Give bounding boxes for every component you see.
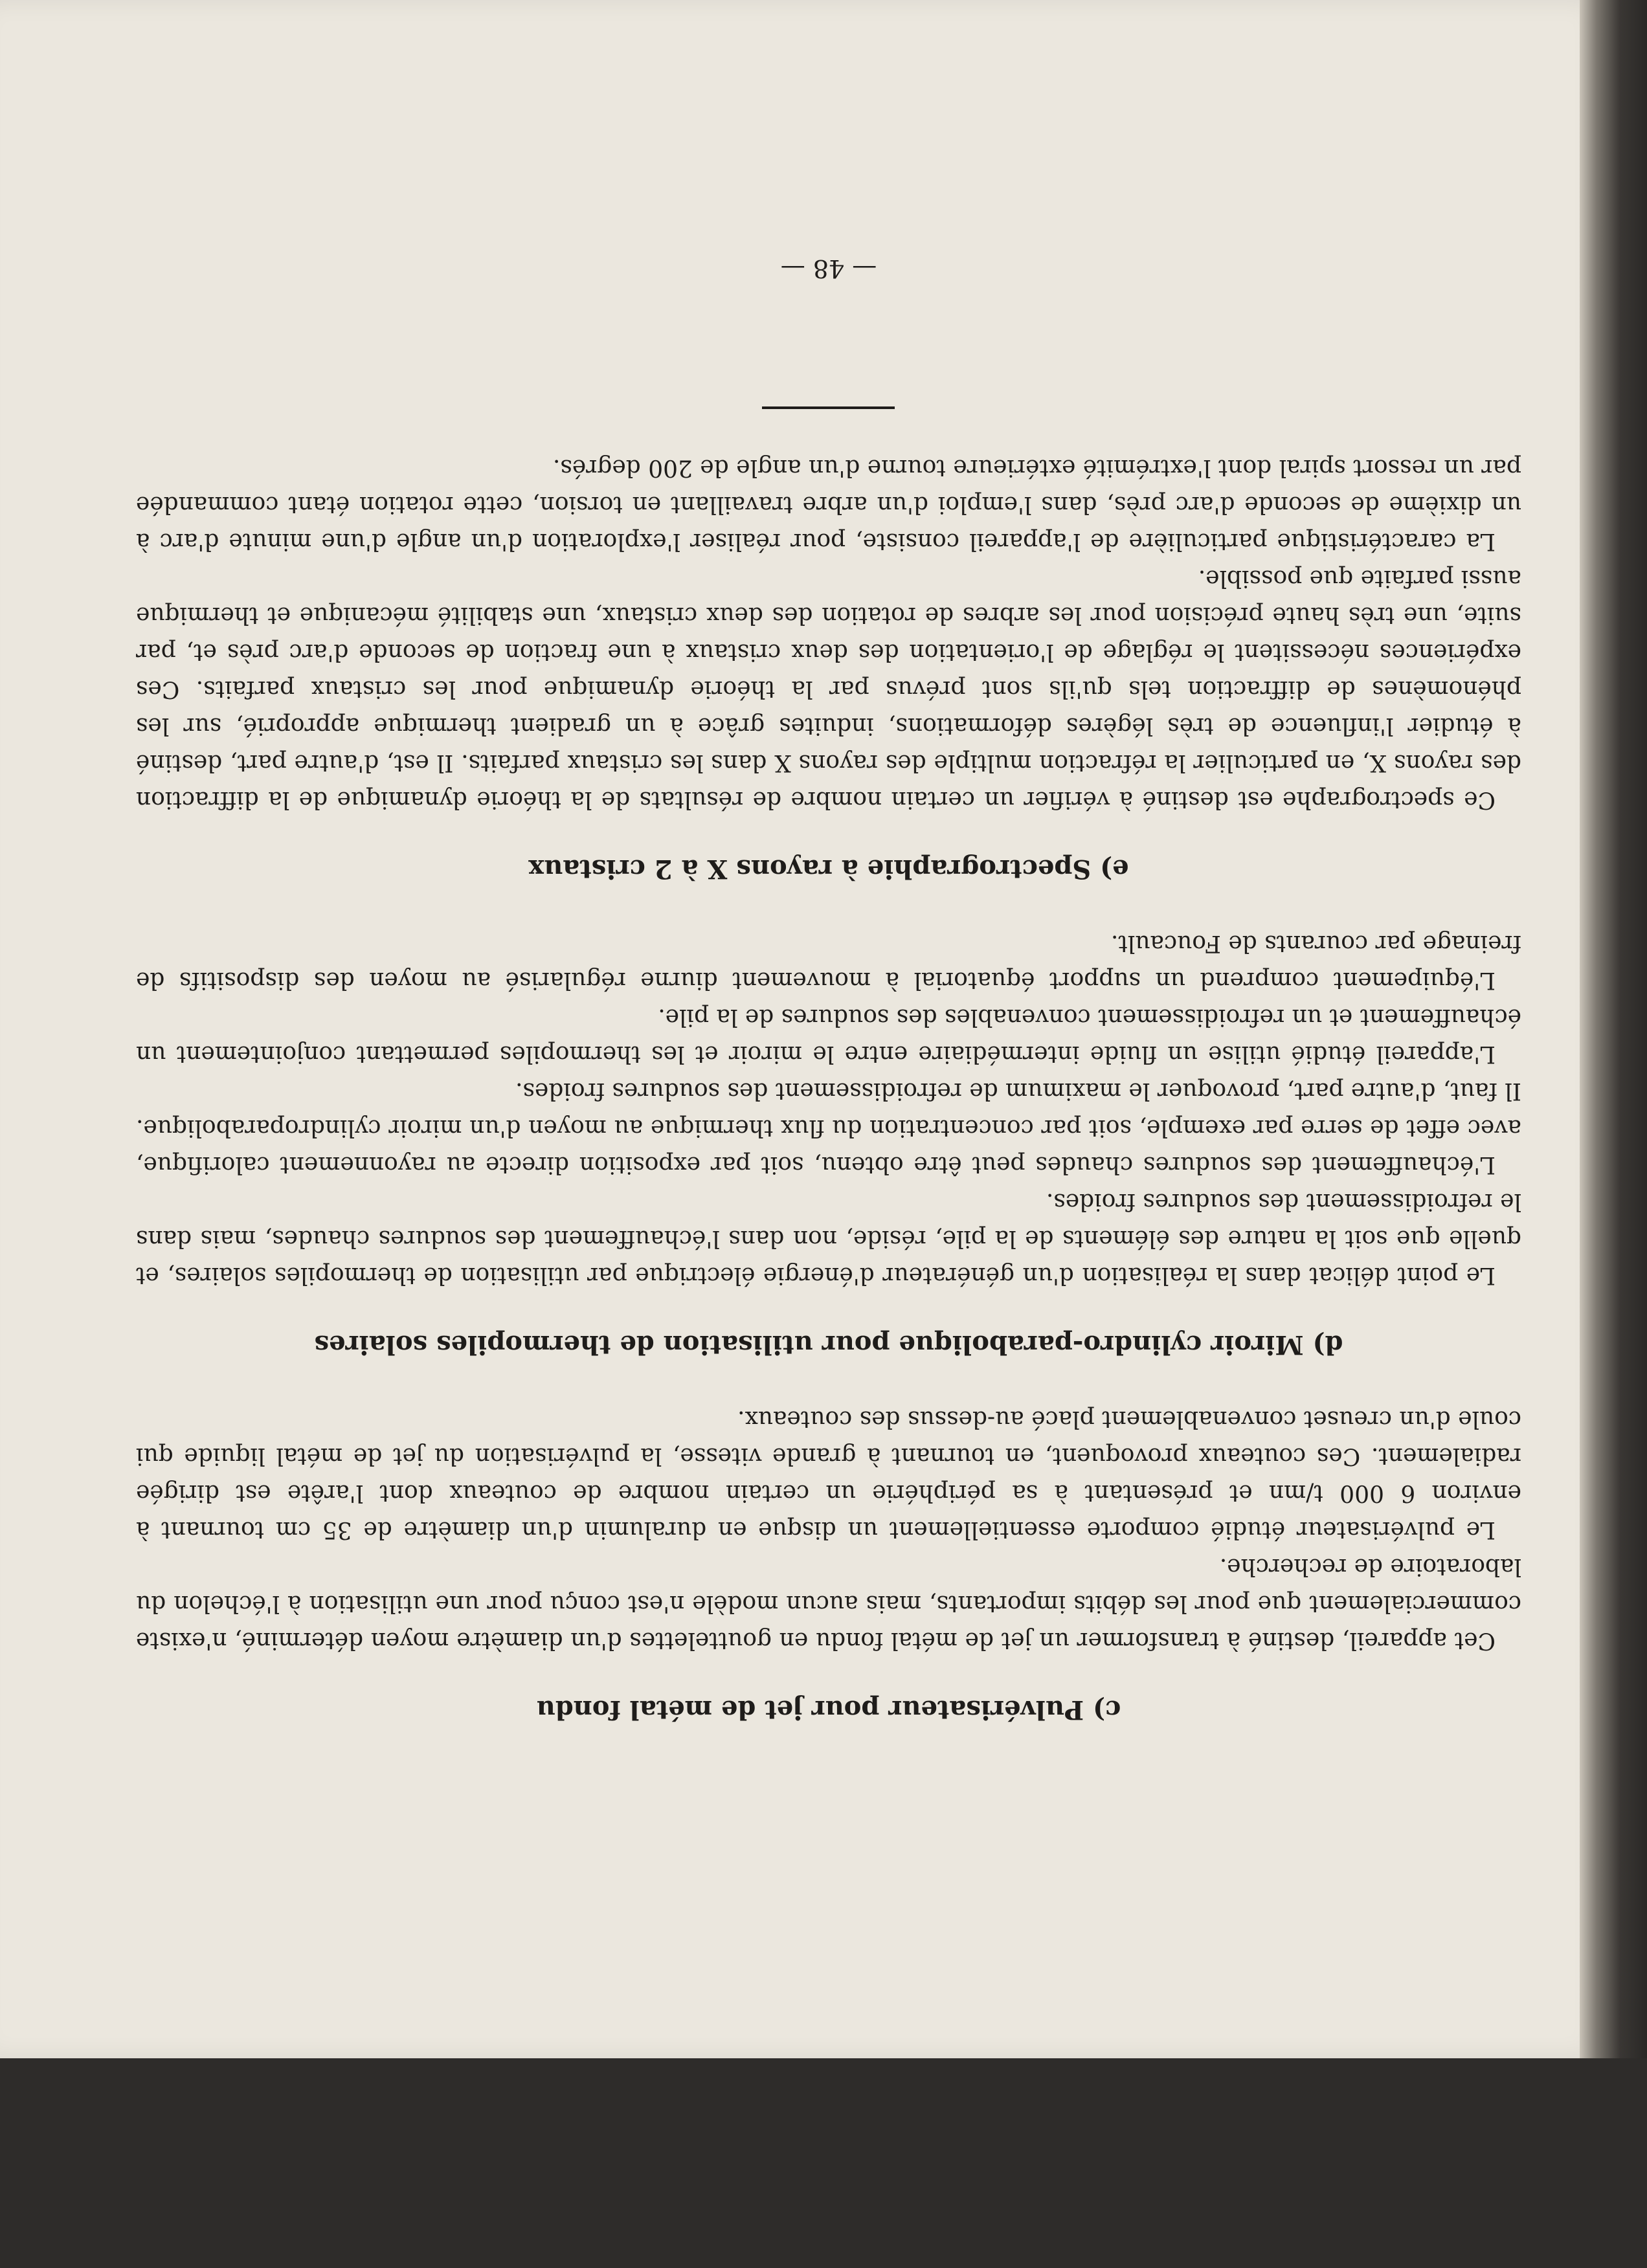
section-title: e) Spectrographie à rayons X à 2 cristaux <box>528 854 1129 884</box>
paragraph: L'échauffement des soudures chaudes peut être obtenu, soit par exposition directe au rayonnement calorifique, avec effet de serre par exemple, soit par concentration du flux thermique au moyen d'un miroir cylindroparabolique. Il faut, d'autre part, provoquer le maximum de refroidissement des soudures froides. <box>136 1078 1521 1178</box>
section-title: d) Miroir cylindro-parabolique pour utilisation de thermopiles solaires <box>314 1329 1343 1360</box>
paragraph: Le point délicat dans la réalisation d'un générateur d'énergie électrique par utilisation de thermopiles solaires, et quelle que soit la nature des éléments de la pile, réside, non dans l'échauffement des soudures chaudes, mais dans le refroidissement des soudures froides. <box>136 1188 1521 1289</box>
horizontal-rule <box>763 406 895 409</box>
section-c <box>136 1401 1521 1728</box>
paragraph: Ce spectrographe est destiné à vérifier un certain nombre de résultats de la théorie dynamique de la diffraction des rayons X, en particulier la réfraction multiple des rayons X dans les cristaux parfaits. Il est, d'autre part, destiné à étudier l'influence de très légères déformations, induites grâce à un gradient thermique approprié, sur les phénomènes de diffraction tels qu'ils sont prévus par la théorie dynamique pour les cristaux parfaits. Ces expériences nécessitent le réglage de l'orientation des deux cristaux à une fraction de seconde d'arc près et, par suite, une très haute précision pour les arbres de rotation des deux cristaux, une stabilité mécanique et thermique aussi parfaite que possible. <box>136 565 1521 813</box>
paragraph: L'appareil étudié utilise un fluide intermédiaire entre le miroir et les thermopiles permettant conjointement un échauffement et un refroidissement convenables des soudures de la pile. <box>136 1004 1521 1067</box>
paragraph: L'équipement comprend un support équatorial à mouvement diurne régularisé au moyen des dispositifs de freinage par courants de Foucault. <box>136 930 1521 994</box>
section-e <box>136 449 1521 887</box>
text-block <box>136 250 1521 1728</box>
paragraph: Cet appareil, destiné à transformer un jet de métal fondu en gouttelettes d'un diamètre moyen déterminé, n'existe commercialement que pour les débits importants, mais aucun modèle n'est conçu pour une utilisation à l'échelon du laboratoire de recherche. <box>136 1553 1521 1654</box>
section-d <box>136 925 1521 1363</box>
page-number: — 48 — <box>780 254 877 283</box>
section-title: c) Pulvérisateur pour jet de métal fondu <box>536 1695 1121 1725</box>
paragraph: La caractéristique particulière de l'appareil consiste, pour réaliser l'exploration d'un angle d'une minute d'arc à un dixième de seconde d'arc près, dans l'emploi d'un arbre travaillant en torsion, cette rotation étant commandée par un ressort spiral dont l'extrémité extérieure tourne d'un angle de 200 degrés. <box>136 454 1521 555</box>
paragraph: Le pulvérisateur étudié comporte essentiellement un disque en duralumin d'un diamètre de 35 cm tournant à environ 6 000 t/mn et présentant à sa périphérie un certain nombre de couteaux dont l'arête est dirigée radialement. Ces couteaux provoquent, en tournant à grande vitesse, la pulvérisation du jet de métal liquide qui coule d'un creuset convenablement placé au-dessus des couteaux. <box>136 1406 1521 1543</box>
scanner-background <box>0 2058 1647 2268</box>
